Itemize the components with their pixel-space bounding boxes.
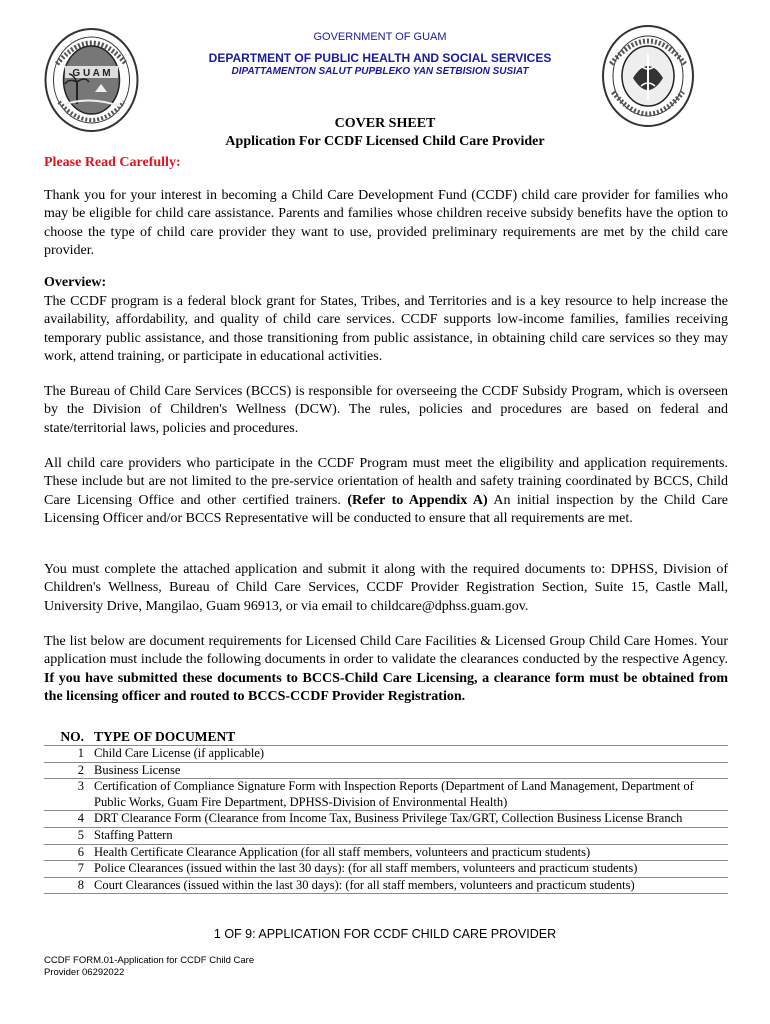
table-row [44,779,728,811]
page-footer-label: 1 OF 9: APPLICATION FOR CCDF CHILD CARE PROVIDER [213,927,557,941]
column-header-type: TYPE OF DOCUMENT [92,728,728,746]
table-row [44,844,728,861]
public-health-seal-logo [601,24,695,128]
document-number: 4 [44,811,92,828]
document-number: 2 [44,762,92,779]
document-type: Child Care License (if applicable) [92,746,728,763]
document-number: 5 [44,827,92,844]
table-row [44,861,728,878]
column-header-no: NO. [44,728,92,746]
document-number: 8 [44,877,92,894]
form-id-footer [44,955,254,979]
appendix-reference: (Refer to Appendix A) [347,492,488,508]
document-type: Health Certificate Clearance Application (for all staff members, volunteers and practicum students) [92,844,728,861]
submission-paragraph: You must complete the attached application and submit it along with the required documents to: DPHSS, Division of Children's Wellness, Bureau of Child Care Services, CCDF Provider Registration Section, Suite 15, Castle Mall, University Drive, Mangilao, Guam 96913, or via email to childcare@dphss.guam.gov. [44,562,728,614]
document-list-paragraph [44,633,728,706]
overview-heading: Overview: [44,275,107,290]
document-number: 7 [44,861,92,878]
table-row [44,827,728,844]
cover-sheet-title: COVER SHEET [334,116,436,131]
clearance-notice: If you have submitted these documents to BCCS-Child Care Licensing, a clearance form must be obtained from the licensing officer and routed to BCCS-CCDF Provider Registration. [44,670,728,704]
table-row [44,762,728,779]
table-header-row [44,728,728,746]
inspection-text: An initial inspection by the Child Care Licensing Officer and/or BCCS Representative will be conducted to ensure that all requirements are met. [44,492,728,526]
document-type: Certification of Compliance Signature Form with Inspection Reports (Department of Land Management, Department of Public Works, Guam Fire Department, DPHSS-Division of Environmental Health) [92,779,728,811]
document-list-text: The list below are document requirements for Licensed Child Care Facilities & Licensed Group Child Care Homes. Your application must include the following documents in order to validate the clearances conducted by the respective Agency. [44,634,728,668]
form-id-line2: Provider 06292022 [44,967,125,978]
department-chamorro-heading: DIPATTAMENTON SALUT PUPBLEKO YAN SETBISION SUSIAT [231,66,529,77]
document-type: Staffing Pattern [92,827,728,844]
documents-table [44,728,728,894]
svg-text:G U A M: G U A M [72,68,111,79]
requirements-paragraph [44,455,728,528]
document-type: Police Clearances (issued within the last 30 days): (for all staff members, volunteers and practicum students) [92,861,728,878]
overview-paragraph: The CCDF program is a federal block grant for States, Tribes, and Territories and is a key resource to help increase the availability, affordability, and quality of child care services. CCDF supports low-income families, families receiving temporary public assistance, and those transitioning from public assistance, in obtaining child care services so they may work, attend training, or participate in educational activities. [44,294,728,364]
table-row [44,746,728,763]
document-number: 1 [44,746,92,763]
requirements-text: All child care providers who participate in the CCDF Program must meet the eligibility and application requirements. These include but are not limited to the pre-service orientation of health and safety training coordinated by BCCS, Child Care Licensing Office and other certified trainers. [44,456,728,508]
please-read-notice: Please Read Carefully: [44,155,181,170]
document-number: 3 [44,779,92,811]
form-id-line1: CCDF FORM.01-Application for CCDF Child Care [44,955,255,966]
table-row [44,811,728,828]
document-type: Business License [92,762,728,779]
document-number: 6 [44,844,92,861]
government-heading: GOVERNMENT OF GUAM [313,31,447,43]
application-title: Application For CCDF Licensed Child Care Provider [225,134,545,149]
department-heading: DEPARTMENT OF PUBLIC HEALTH AND SOCIAL SERVICES [208,51,552,65]
document-type: DRT Clearance Form (Clearance from Income Tax, Business Privilege Tax/GRT, Collection Business License Branch [92,811,728,828]
bccs-paragraph: The Bureau of Child Care Services (BCCS) is responsible for overseeing the CCDF Subsidy Program, which is overseen by the Division of Children's Wellness (DCW). The rules, policies and procedures are based on federal and state/territorial laws, policies and procedures. [44,384,728,436]
documents-table-body [44,746,728,894]
table-row [44,877,728,894]
intro-paragraph: Thank you for your interest in becoming a Child Care Development Fund (CCDF) child care provider for families who may be eligible for child care assistance. Parents and families whose children receive subsidy benefits have the option to choose the type of child care provider they want to use, provided preliminary requirements are met by the child care provider. [44,188,728,258]
document-type: Court Clearances (issued within the last 30 days): (for all staff members, volunteers and practicum students) [92,877,728,894]
